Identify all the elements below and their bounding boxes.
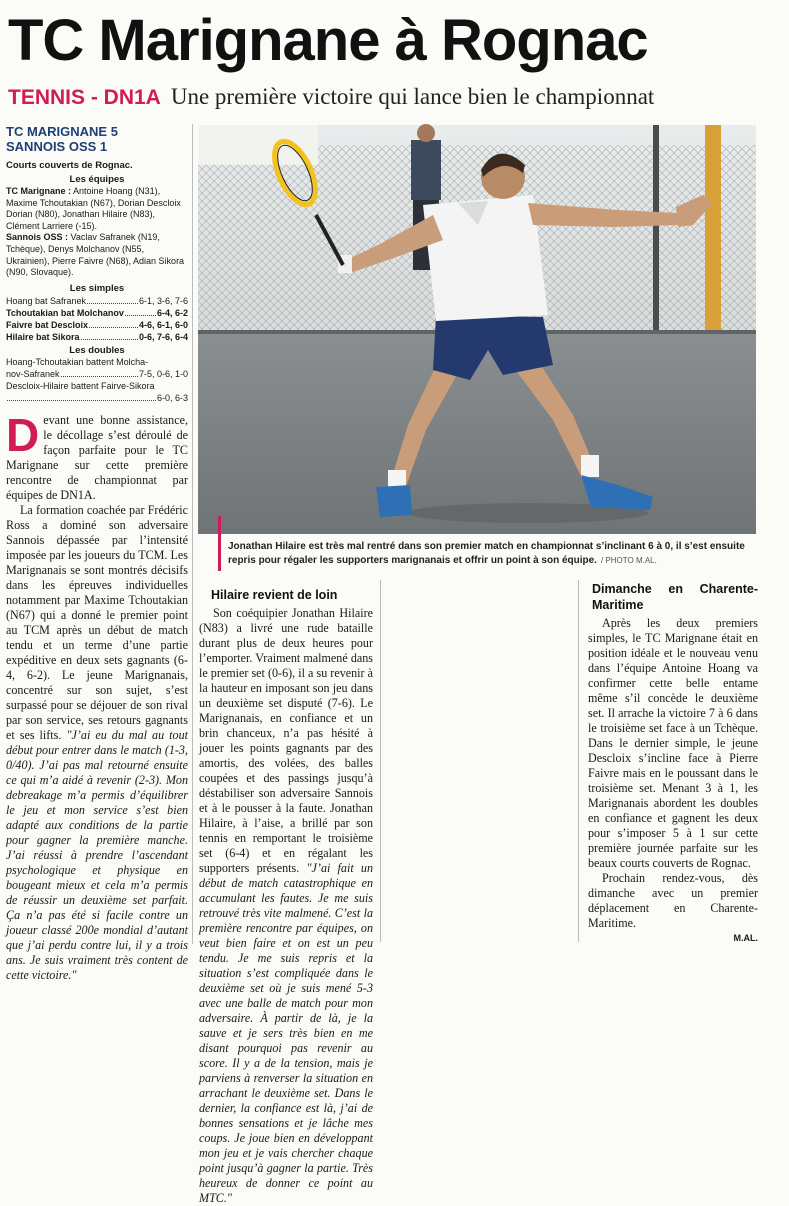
team2-name: Sannois OSS : (6, 232, 69, 243)
kicker: TENNIS - DN1A (8, 86, 161, 109)
photo-caption (228, 540, 758, 568)
singles-title: Les simples (69, 282, 125, 294)
article-column-2 (199, 581, 373, 1206)
singles-match: Hilaire bat Sikora (6, 331, 80, 342)
team1-players: Antoine Hoang (N31), Maxime Tchoutakian (N67), Dorian Descloix Dorian (N80), Jonathan Hilaire (N83), Clément Larriere (-15). (6, 186, 181, 231)
quote-tchoutakian: "J’ai eu du mal au tout début pour entrer dans le match (1-3, 0/40). J’ai pas mal retourné ensuite ce qui m’a aidé à revenir (2-3). Mon debreakage m’a permis d’équilibrer le jeu et mon service s’est bien adapté aux conditions de la partie pour gagner la première manche. J’ai réussi à prendre l’ascendant psychologique et physique en bougeant mieux et cela m’a permis de réussir un deuxième set parfait. Ça n’a pas été si facile contre un joueur classé 200e mondial d’autant que j’ai perdu contre lui, il y a trois ans. Je suis vraiment très content de cette victoire." (6, 728, 188, 982)
caption-text: Jonathan Hilaire est très mal rentré dans son premier match en championnat s’inclinant 6 à 0, il s’est ensuite repris pour régaler les supporters marignanais et offrir un point à son équipe. (228, 541, 745, 566)
body-text: La formation coachée par Frédéric Ross a dominé son adversaire Sannois dépassée par l’intensité imposée par les joueurs du TCM. Les Marignanais se sont montrés décisifs dans les épreuves individuelles notamment par Maxime Tchoutakian (N67) qui a donné le premier point au TCM après un début de match tendu et un terme d’une partie expéditive en deux sets gagnants (6-4, 6-2). Le jeune Marignanais, concentré sur son sujet, s’est surpassé pour se déjouer de son rival par son service, ses retours gagnants et ses lifts. (6, 503, 188, 742)
singles-row (6, 319, 188, 331)
team1-name: TC Marignane : (6, 186, 72, 196)
body-paragraph (199, 606, 373, 1206)
singles-row (6, 295, 188, 307)
double2-score-row (6, 392, 188, 404)
body-text: Son coéquipier Jonathan Hilaire (N83) a livré une rude bataille durant plus de deux heures pour l’emporter. Vraiment malmené dans le premier set (0-6), il a su revenir à la hauteur en imposant son jeu dans un deuxième set disputé (7-6). Le Marignanais, en confiance et un brin chanceux, n’a pas hésité à jouer les points gagnants par des amortis, des volées, des balles coupées et des passings jusqu’à déstabiliser son adversaire Sannois et à le pousser à la faute. Jonathan Hilaire, à l’aise, a brillé par son tennis en remportant le troisième set (6-4) et en régalant les supporters présents. (199, 606, 373, 875)
column-rule (380, 580, 381, 942)
lead-paragraph (6, 409, 188, 503)
column-rule (192, 124, 193, 944)
double1-teams: Hoang-Tchoutakian battent Molcha- (6, 356, 149, 367)
article-photo (198, 125, 756, 534)
singles-match: Faivre bat Descloix (6, 319, 89, 330)
double1-row (6, 368, 188, 380)
team1 (6, 186, 188, 232)
team2 (6, 232, 188, 278)
score-line-1: TC MARIGNANE 5 (6, 124, 118, 139)
double2-score: 6-0, 6-3 (156, 393, 188, 404)
quote-hilaire: "J’ai fait un début de match catastrophique en accumulant les fautes. Je me suis retrouvé très vite malmené. C’est la première rencontre par équipes, on veut bien faire et on est un peu tendu. Je me suis repris et la situation s’est compliquée dans le deuxième set où je suis mené 5-3 avec une balle de match pour mon adversaire. À partir de là, je la sauve et je sers très bien en me disant pourquoi pas revenir au score. Il y a de la tension, mais je parviens à renverser la situation en arrachant le deuxième set. Dans le dernier, la confiance est là, j’ai de bonnes sensations et je lâche mes coups. Je joue bien en développant mon jeu et je vais chercher chaque point jusqu’à gagner la partie. Très heureux de donner ce point au MTC." (199, 861, 373, 1205)
double1-score: 7-5, 0-6, 1-0 (138, 369, 188, 380)
lead-text: evant une bonne assistance, le décollage s’est déroulé de façon parfaite pour le TC Marignane sur cette première rencontre de championnat par équipes de DN1A. (6, 413, 188, 502)
doubles-title: Les doubles (69, 344, 125, 356)
double2-teams: Descloix-Hilaire battent Fairve-Sikora (6, 381, 155, 392)
drop-cap: D (6, 409, 40, 461)
singles-match: Tchoutakian bat Molchanov (6, 307, 124, 318)
article-column-4 (588, 581, 758, 946)
singles-score: 0-6, 7-6, 6-4 (138, 331, 188, 342)
venue: Courts couverts de Rognac. (6, 160, 133, 171)
intertitle-charente: Dimanche en Charente-Maritime (592, 582, 758, 612)
body-paragraph: Prochain rendez-vous, dès dimanche avec un premier déplacement en Charente-Maritime. (588, 871, 758, 930)
team2-players: Vaclav Safranek (N19, Tchèque), Denys Molchanov (N55, Ukrainien), Pierre Faivre (N68), Adian Sikora (N90, Slovaque). (6, 232, 185, 278)
headline: TC Marignane à Rognac (8, 8, 648, 73)
singles-score: 6-1, 3-6, 7-6 (138, 295, 188, 306)
body-paragraph: Après les deux premiers simples, le TC Marignane était en position idéale et le nouveau venu dans l’équipe Antoine Hoang va confirmer cette belle entame même s’il concède le deuxième set. Il arrache la victoire 7 à 6 dans le troisième set face à un Tchèque. Dans le dernier simple, le jeune Descloix s’incline face à Pierre Faivre mais en le poussant dans le troisième set. Menant 3 à 1, les Marignanais abordent les doubles en confiance et gagnent les deux pour s’imposer 5 à 1 sur cette première journée parfaite sur les beaux courts couverts de Rognac. (588, 616, 758, 870)
tennis-player-photo (198, 125, 756, 534)
photo-credit: / PHOTO M.AL. (600, 556, 657, 565)
intertitle-hilaire: Hilaire revient de loin (211, 588, 338, 602)
subtitle: Une première victoire qui lance bien le championnat (170, 84, 655, 109)
deck (8, 84, 778, 118)
singles-score: 4-6, 6-1, 6-0 (138, 319, 188, 330)
double1-teams-cont: nov-Safranek (6, 369, 60, 380)
body-paragraph (6, 503, 188, 983)
author-signature: M.AL. (733, 933, 758, 943)
result-box (6, 124, 188, 404)
caption-accent-bar (218, 516, 221, 571)
singles-score: 6-4, 6-2 (156, 307, 188, 318)
double2-row (6, 380, 188, 392)
teams-title: Les équipes (69, 174, 125, 185)
article-column-1 (6, 409, 188, 983)
singles-row (6, 331, 188, 343)
score-line-2: SANNOIS OSS 1 (6, 139, 108, 154)
singles-match: Hoang bat Safranek (6, 295, 87, 306)
singles-row (6, 307, 188, 319)
column-rule (578, 580, 579, 942)
